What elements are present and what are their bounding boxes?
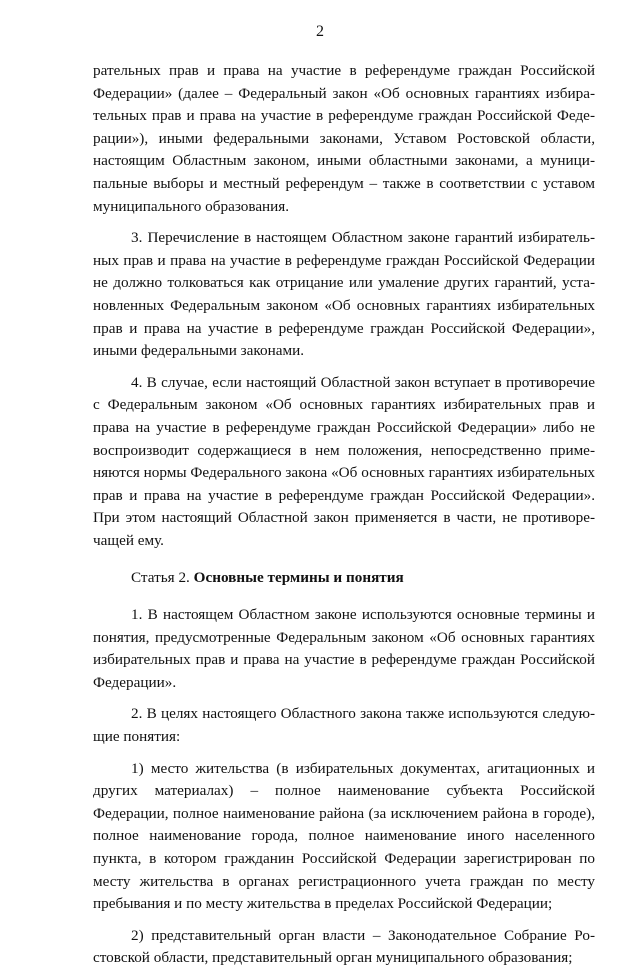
paragraph-continuation: рательных прав и права на участие в референдуме граждан Российской Федерации» (далее – Федеральный закон «Об основных гарантиях избирательных прав и права на участие в референдуме граждан Российской Федерации»), иными федеральными законами, Уставом Ростовской области, настоящим Областным законом, иными областными законами, а муниципальные выборы и местный референдум – также в соответствии с уставом муниципального образования. bbox=[93, 62, 595, 215]
paragraph-subitem-1: 1) место жительства (в избирательных документах, агитационных и других материалах) – полное наименование субъекта Российской Федерации, полное наименование района (за исключением района в городе), полное наименование города, полное наименование иного населенного пункта, в котором гражданин Российской Федерации зарегистрирован по месту жительства в органах регистрационного учета граждан по месту пребывания и по месту жительства в пределах Российской Федерации; bbox=[93, 759, 595, 913]
paragraph-item-1: 1. В настоящем Областном законе используются основные термины и понятия, предусмотренные Федеральным законом «Об основных гарантиях избирательных прав и права на участие в референдуме граждан Российской Федерации». bbox=[93, 606, 595, 691]
document-body bbox=[93, 60, 595, 979]
paragraph-item-2: 2. В целях настоящего Областного закона также используются следующие понятия: bbox=[93, 705, 595, 746]
article-heading bbox=[93, 567, 595, 590]
paragraph-subitem-2: 2) представительный орган власти – Законодательное Собрание Ростовской области, представительный орган муниципального образования; bbox=[93, 926, 595, 967]
paragraph-clause-4: 4. В случае, если настоящий Областной закон вступает в противоречие с Федеральным законом «Об основных гарантиях избирательных прав и права на участие в референдуме граждан Российской Федерации» либо не воспроизводит содержащиеся в нем положения, непосредственно применяются нормы Федерального закона «Об основных гарантиях избирательных прав и права на участие в референдуме граждан Российской Федерации». При этом настоящий Областной закон применяется в части, не противоречащей ему. bbox=[93, 373, 595, 549]
paragraph-clause-3: 3. Перечисление в настоящем Областном законе гарантий избирательных прав и права на участие в референдуме граждан Российской Федерации не должно толковаться как отрицание или умаление других гарантий, установленных Федеральным законом «Об основных гарантиях избирательных прав и права на участие в референдуме граждан Российской Федерации», иными федеральными законами. bbox=[93, 229, 595, 360]
page-number: 2 bbox=[316, 23, 324, 40]
article-title: Основные термины и понятия bbox=[193, 569, 404, 587]
article-prefix: Статья 2. bbox=[131, 569, 190, 587]
